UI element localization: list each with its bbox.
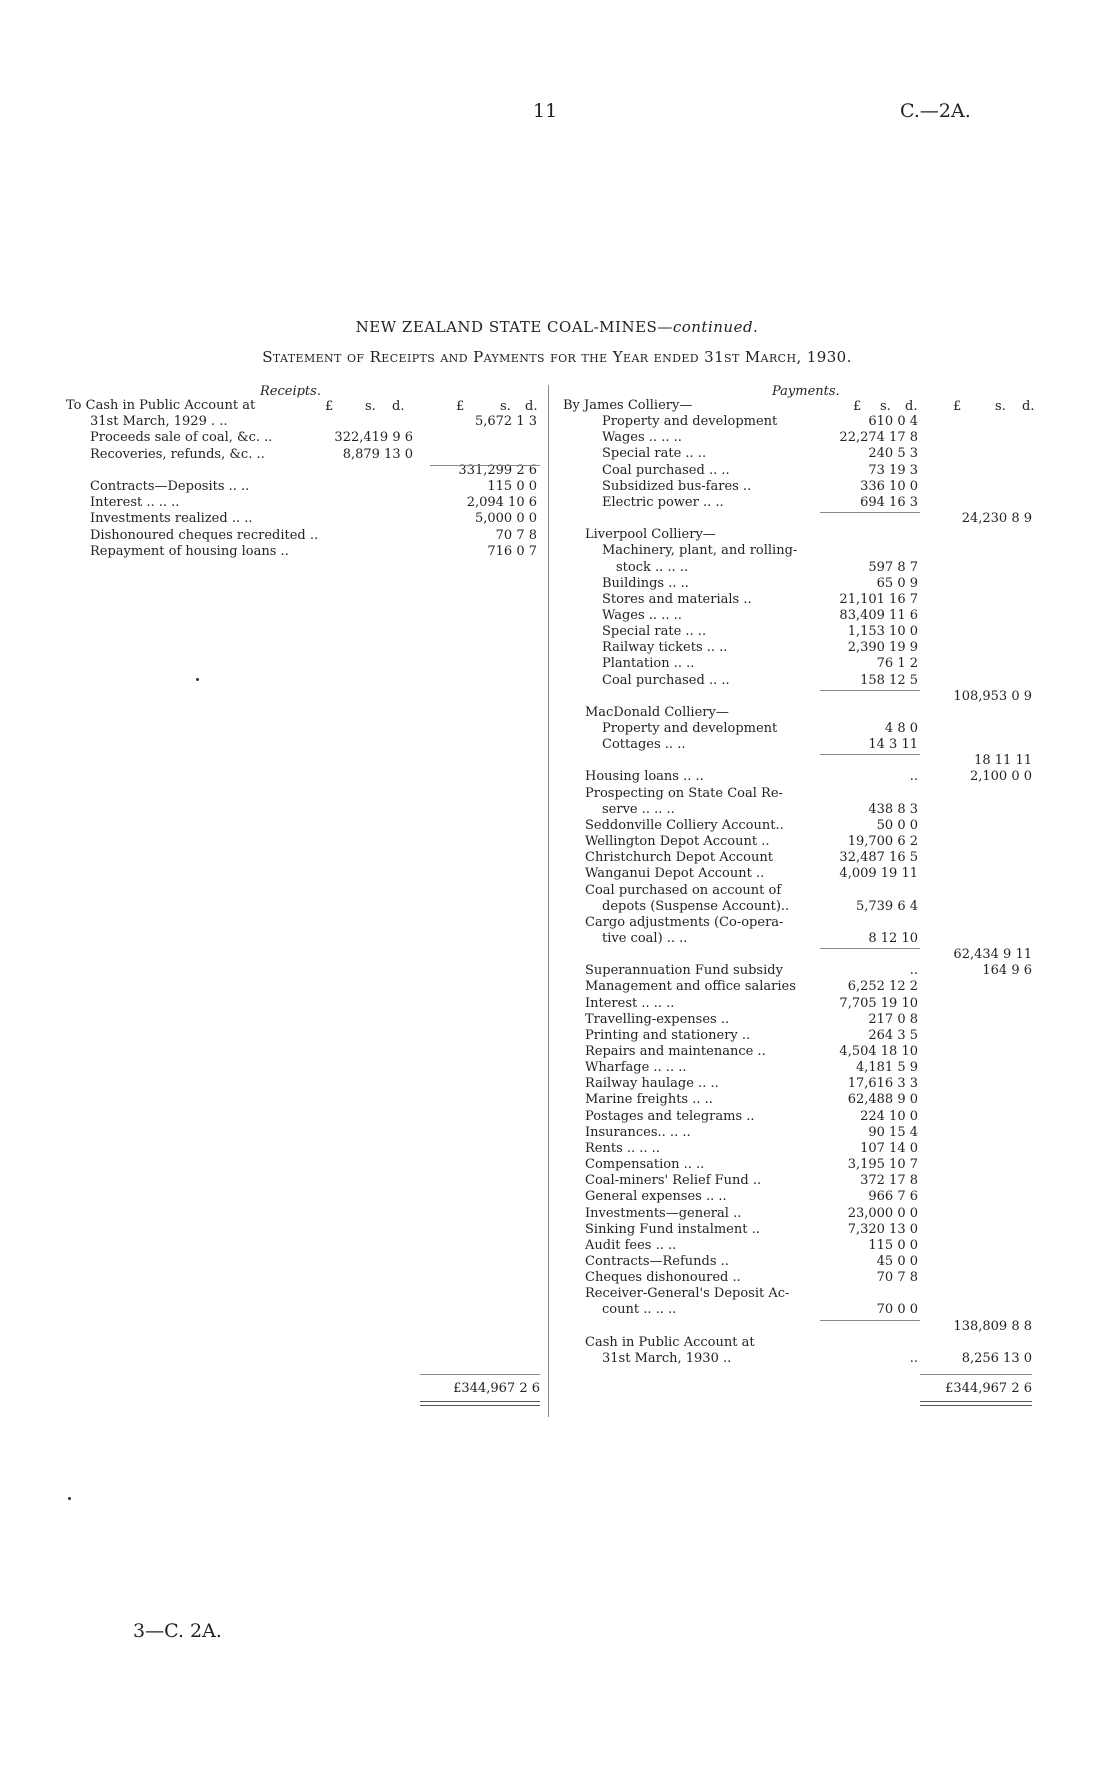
payments-amount-col2: 62,488 9 0 [847, 1092, 918, 1108]
payments-label: General expenses .. .. [585, 1189, 727, 1205]
payments-row [0, 883, 1114, 899]
payments-label: Seddonville Colliery Account.. [585, 817, 784, 833]
payments-label: Cash in Public Account at [585, 1334, 755, 1350]
payments-label: Property and development [602, 721, 778, 736]
payments-amount-col2: 694 16 3 [860, 494, 918, 510]
payments-row [0, 511, 1114, 527]
payments-row [0, 721, 1114, 737]
payments-row [0, 1189, 1114, 1205]
payments-label: Receiver-General's Deposit Ac- [585, 1286, 790, 1302]
payments-heading: Payments. [772, 384, 840, 399]
payments-amount-col2: 83,409 11 6 [839, 607, 918, 623]
payments-row [0, 673, 1114, 689]
payments-amount-col2: 336 10 0 [860, 478, 918, 494]
payments-row [0, 786, 1114, 802]
payments-row [0, 996, 1114, 1012]
payments-label: Buildings .. .. [602, 575, 689, 591]
payments-amount-col2: 22,274 17 8 [839, 430, 918, 446]
receipts-heading: Receipts. [260, 384, 321, 399]
payments-label: Contracts—Refunds .. [585, 1253, 729, 1269]
payments-amount-col2: 23,000 0 0 [847, 1205, 918, 1221]
payments-label: Special rate .. .. [602, 624, 707, 640]
payments-label: Wages .. .. .. [602, 607, 682, 623]
payments-amount-col2: 21,101 16 7 [839, 591, 918, 607]
payments-amount-col2: .. [909, 1350, 918, 1366]
payments-label: Insurances.. .. .. [585, 1124, 691, 1140]
payments-row [0, 463, 1114, 479]
payments-amount-col2: 70 7 8 [876, 1270, 918, 1286]
payments-row [0, 1028, 1114, 1044]
payments-amount-col2: 438 8 3 [868, 801, 918, 817]
payments-label: Wanganui Depot Account .. [585, 866, 765, 882]
payments-row [0, 527, 1114, 543]
payments-label: Audit fees .. .. [585, 1237, 677, 1253]
payments-row [0, 1157, 1114, 1173]
print-speck [196, 678, 199, 681]
payments-amount-col3: 24,230 8 9 [961, 511, 1032, 527]
payments-amount-col3: 138,809 8 8 [953, 1318, 1032, 1334]
payments-label: Wages .. .. .. [602, 430, 682, 446]
payments-row [0, 963, 1114, 979]
payments-row [0, 495, 1114, 511]
payments-label: Liverpool Colliery— [585, 527, 716, 543]
receipts-col3-pounds: £ [456, 399, 465, 414]
receipts-label: To Cash in Public Account at [66, 398, 256, 413]
payments-label: serve .. .. .. [602, 801, 675, 817]
receipts-amount-col3: 331,299 2 6 [458, 462, 537, 478]
payments-row [0, 1173, 1114, 1189]
receipts-amount-col3: 70 7 8 [495, 527, 537, 543]
receipts-amount-col2: 322,419 9 6 [334, 430, 413, 446]
payments-row [0, 689, 1114, 705]
payments-row [0, 931, 1114, 947]
payments-amount-col2: 5,739 6 4 [855, 898, 918, 914]
payments-total-row [0, 1381, 1032, 1397]
payments-label: Housing loans .. .. [585, 769, 704, 785]
receipts-amount-col3: 5,000 0 0 [474, 511, 537, 527]
payments-amount-col2: 107 14 0 [860, 1140, 918, 1156]
payments-label: Christchurch Depot Account [585, 850, 773, 866]
print-speck [68, 1497, 71, 1500]
payments-amount-col2: 73 19 3 [868, 462, 918, 478]
payments-amount-col2: 224 10 0 [860, 1108, 918, 1124]
payments-label: 31st March, 1930 .. [602, 1350, 732, 1366]
payments-row [0, 979, 1114, 995]
title-main: NEW ZEALAND STATE COAL-MINES— [355, 318, 673, 336]
payments-row [0, 560, 1114, 576]
receipts-amount-col3: 115 0 0 [487, 479, 537, 494]
payments-row [0, 1254, 1114, 1270]
receipts-total-rule [420, 1374, 540, 1375]
payments-amount-col2: 65 0 9 [876, 575, 918, 591]
payments-label: Postages and telegrams .. [585, 1108, 755, 1124]
payments-row [0, 947, 1114, 963]
payments-label: MacDonald Colliery— [585, 704, 729, 720]
payments-row [0, 1302, 1114, 1318]
receipts-amount-col3: 5,672 1 3 [474, 414, 537, 430]
receipts-label: Investments realized .. .. [90, 511, 253, 527]
payments-double-rule [920, 1401, 1032, 1406]
payments-amount-col2: 6,252 12 2 [847, 979, 918, 995]
payments-amount-col3: 2,100 0 0 [969, 769, 1032, 785]
receipts-amount-col3: 2,094 10 6 [466, 495, 537, 511]
receipts-subtotal-rule [430, 465, 540, 466]
payments-label: Wharfage .. .. .. [585, 1060, 687, 1076]
receipts-label: 31st March, 1929 . .. [90, 414, 228, 430]
payments-label: Investments—general .. [585, 1205, 742, 1221]
payments-amount-col3: 108,953 0 9 [953, 688, 1032, 704]
payments-amount-col3: 18 11 11 [974, 753, 1032, 769]
payments-row [0, 818, 1114, 834]
payments-row [0, 899, 1114, 915]
receipts-col2-pence: d. [392, 399, 405, 414]
payments-label: tive coal) .. .. [602, 930, 688, 946]
payments-col2-pence: d. [905, 399, 918, 414]
payments-label: Wellington Depot Account .. [585, 834, 770, 850]
payments-col3-pounds: £ [953, 399, 962, 414]
payments-label: Rents .. .. .. [585, 1140, 660, 1156]
payments-amount-col2: 7,705 19 10 [839, 995, 918, 1011]
payments-amount-col2: 2,390 19 9 [847, 640, 918, 656]
payments-row [0, 624, 1114, 640]
payments-row [0, 1060, 1114, 1076]
receipts-total: £344,967 2 6 [453, 1381, 540, 1396]
payments-amount-col2: 264 3 5 [868, 1027, 918, 1043]
payments-amount-col3: 164 9 6 [982, 963, 1032, 979]
payments-row [0, 543, 1114, 559]
document-title [0, 318, 1114, 336]
payments-amount-col2: 115 0 0 [868, 1237, 918, 1253]
payments-row [0, 834, 1114, 850]
payments-label: Travelling-expenses .. [585, 1011, 730, 1027]
payments-row [0, 769, 1114, 785]
payments-label: Electric power .. .. [602, 494, 724, 510]
payments-label: By James Colliery— [563, 398, 693, 413]
payments-col2-shillings: s. [880, 399, 891, 414]
receipts-double-rule [420, 1401, 540, 1406]
receipts-label: Dishonoured cheques recredited .. [90, 527, 319, 543]
payments-row [0, 592, 1114, 608]
payments-amount-col2: 14 3 11 [868, 737, 918, 753]
payments-label: Printing and stationery .. [585, 1027, 751, 1043]
payments-subtotal-rule [820, 948, 920, 949]
payments-row [0, 1286, 1114, 1302]
payments-row [0, 1238, 1114, 1254]
receipts-col3-shillings: s. [500, 399, 511, 414]
payments-row [0, 1092, 1114, 1108]
payments-col3-shillings: s. [995, 399, 1006, 414]
payments-label: Special rate .. .. [602, 446, 707, 462]
payments-label: Property and development [602, 414, 778, 430]
payments-subtotal-rule [820, 754, 920, 755]
payments-row [0, 1270, 1114, 1286]
payments-amount-col2: 158 12 5 [860, 672, 918, 688]
payments-row [0, 430, 1114, 446]
payments-row [0, 737, 1114, 753]
payments-amount-col2: 8 12 10 [868, 930, 918, 946]
payments-label: Coal purchased .. .. [602, 672, 730, 688]
payments-label: Subsidized bus-fares .. [602, 478, 752, 494]
payments-label: Marine freights .. .. [585, 1092, 713, 1108]
receipts-label: Contracts—Deposits .. .. [90, 479, 250, 494]
payments-total-rule [920, 1374, 1032, 1375]
payments-row [0, 1076, 1114, 1092]
payments-amount-col2: 45 0 0 [876, 1253, 918, 1269]
payments-amount-col2: 610 0 4 [868, 414, 918, 430]
payments-row [0, 608, 1114, 624]
payments-col3-pence: d. [1022, 399, 1035, 414]
receipts-amount-col3: 716 0 7 [487, 543, 537, 559]
payments-label: Coal purchased .. .. [602, 462, 730, 478]
payments-row [0, 753, 1114, 769]
payments-amount-col3: 62,434 9 11 [953, 947, 1032, 963]
receipts-col2-shillings: s. [365, 399, 376, 414]
payments-label: Coal purchased on account of [585, 882, 782, 898]
payments-subtotal-rule [820, 1320, 920, 1321]
payments-row [0, 1044, 1114, 1060]
payments-row [0, 1141, 1114, 1157]
payments-label: Sinking Fund instalment .. [585, 1221, 760, 1237]
payments-row [0, 576, 1114, 592]
payments-row [0, 479, 1114, 495]
payments-label: Management and office salaries [585, 979, 796, 995]
payments-row [0, 1319, 1114, 1335]
payments-label: depots (Suspense Account).. [602, 898, 790, 914]
receipts-label: Proceeds sale of coal, &c. .. [90, 430, 273, 446]
payments-col2-pounds: £ [853, 399, 862, 414]
payments-amount-col2: 4,181 5 9 [855, 1060, 918, 1076]
payments-amount-col2: 17,616 3 3 [847, 1076, 918, 1092]
payments-label: Railway haulage .. .. [585, 1076, 719, 1092]
payments-row [0, 446, 1114, 462]
receipts-label: Repayment of housing loans .. [90, 543, 289, 559]
payments-label: Plantation .. .. [602, 656, 695, 672]
payments-label: Repairs and maintenance .. [585, 1044, 766, 1059]
payments-subtotal-rule [820, 512, 920, 513]
payments-amount-col2: 217 0 8 [868, 1011, 918, 1027]
payments-amount-col2: 50 0 0 [876, 817, 918, 833]
payments-label: Coal-miners' Relief Fund .. [585, 1173, 762, 1189]
payments-label: count .. .. .. [602, 1302, 677, 1318]
payments-row [0, 1351, 1114, 1367]
payments-total: £344,967 2 6 [945, 1381, 1032, 1396]
payments-amount-col2: 1,153 10 0 [847, 624, 918, 640]
payments-amount-col2: 4,504 18 10 [839, 1044, 918, 1059]
receipts-amount-col2: 8,879 13 0 [342, 446, 413, 462]
payments-row [0, 656, 1114, 672]
page-number: 11 [533, 100, 558, 122]
payments-label: Prospecting on State Coal Re- [585, 785, 783, 801]
receipts-label: Interest .. .. .. [90, 495, 180, 511]
payments-row [0, 1109, 1114, 1125]
payments-amount-col2: 4,009 19 11 [839, 866, 918, 882]
payments-row [0, 915, 1114, 931]
payments-row [0, 802, 1114, 818]
payments-amount-col2: 70 0 0 [876, 1302, 918, 1318]
payments-label: Cargo adjustments (Co-opera- [585, 914, 784, 930]
payments-label: Stores and materials .. [602, 591, 752, 607]
payments-label: Compensation .. .. [585, 1157, 705, 1173]
payments-label: stock .. .. .. [616, 559, 689, 575]
payments-row [0, 1125, 1114, 1141]
payments-amount-col2: .. [909, 963, 918, 979]
payments-row [0, 850, 1114, 866]
payments-row [0, 1335, 1114, 1351]
payments-label: Railway tickets .. .. [602, 640, 728, 656]
payments-amount-col2: .. [909, 769, 918, 785]
payments-amount-col2: 240 5 3 [868, 446, 918, 462]
payments-row [0, 1206, 1114, 1222]
payments-row [0, 1012, 1114, 1028]
title-continued: continued. [672, 318, 759, 336]
payments-amount-col2: 76 1 2 [876, 656, 918, 672]
payments-amount-col2: 372 17 8 [860, 1173, 918, 1189]
payments-row [0, 705, 1114, 721]
payments-amount-col2: 3,195 10 7 [847, 1157, 918, 1173]
statement-subtitle: Statement of Receipts and Payments for the Year ended 31st March, 1930. [262, 348, 852, 366]
receipts-label: Recoveries, refunds, &c. .. [90, 446, 265, 462]
payments-label: Interest .. .. .. [585, 995, 675, 1011]
payments-amount-col2: 19,700 6 2 [847, 834, 918, 850]
payments-amount-col2: 597 8 7 [868, 559, 918, 575]
document-reference: C.—2A. [900, 100, 971, 122]
payments-amount-col2: 966 7 6 [868, 1189, 918, 1205]
payments-row [0, 414, 1114, 430]
payments-label: Cottages .. .. [602, 737, 686, 753]
payments-subtotal-rule [820, 690, 920, 691]
payments-amount-col2: 7,320 13 0 [847, 1221, 918, 1237]
receipts-col2-pounds: £ [325, 399, 334, 414]
payments-row [0, 640, 1114, 656]
payments-row [0, 1222, 1114, 1238]
payments-amount-col2: 4 8 0 [884, 721, 918, 736]
payments-amount-col2: 32,487 16 5 [839, 850, 918, 866]
signature-mark: 3—C. 2A. [133, 1620, 222, 1642]
payments-amount-col3: 8,256 13 0 [961, 1350, 1032, 1366]
payments-row [0, 866, 1114, 882]
payments-label: Superannuation Fund subsidy [585, 963, 783, 979]
payments-label: Cheques dishonoured .. [585, 1270, 741, 1286]
payments-amount-col2: 90 15 4 [868, 1124, 918, 1140]
payments-row [0, 398, 1114, 414]
payments-label: Machinery, plant, and rolling- [602, 543, 798, 559]
receipts-col3-pence: d. [525, 399, 538, 414]
